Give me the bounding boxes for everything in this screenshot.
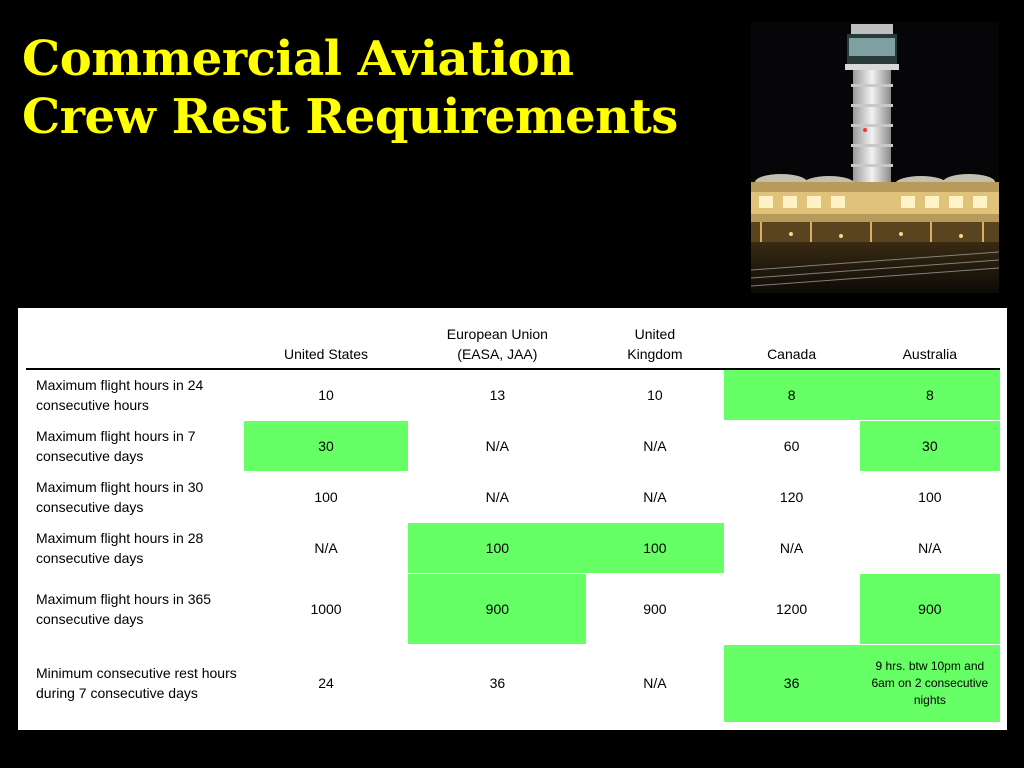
table-row [26,471,1000,522]
crew-rest-table-panel [18,308,1007,730]
slide-title-line-1: Commercial Aviation [22,31,574,87]
cell-australia: 30 [860,420,1000,471]
cell-us: 10 [244,369,409,420]
slide-title-line-2: Crew Rest Requirements [22,89,678,145]
cell-canada: 60 [724,420,860,471]
header-empty [26,318,244,369]
header-uk-line-2: Kingdom [627,346,683,362]
cell-canada: 36 [724,644,860,722]
row-label: Maximum flight hours in 7 consecutive days [26,420,244,471]
cell-uk: N/A [586,471,723,522]
cell-australia: 8 [860,369,1000,420]
cell-australia: 900 [860,573,1000,644]
cell-us: 30 [244,420,409,471]
cell-uk: N/A [586,420,723,471]
table-row [26,522,1000,573]
cell-uk: N/A [586,644,723,722]
row-label: Minimum consecutive rest hours during 7 consecutive days [26,644,244,722]
cell-us: 24 [244,644,409,722]
header-uk-line-1: United [634,326,676,342]
header-australia: Australia [902,346,958,362]
cell-australia: 100 [860,471,1000,522]
header-european-union [408,318,586,369]
cell-australia: 9 hrs. btw 10pm and 6am on 2 consecutive nights [860,644,1000,722]
cell-uk: 900 [586,573,723,644]
cell-eu: 36 [408,644,586,722]
cell-us: 1000 [244,573,409,644]
airport-control-tower-photo [751,22,999,293]
cell-uk: 10 [586,369,723,420]
header-canada: Canada [767,346,817,362]
cell-canada: N/A [724,522,860,573]
cell-eu: 13 [408,369,586,420]
cell-canada: 120 [724,471,860,522]
header-united-kingdom [586,318,723,369]
cell-eu: 100 [408,522,586,573]
header-united-states: United States [284,346,369,362]
cell-us: N/A [244,522,409,573]
row-label: Maximum flight hours in 28 consecutive days [26,522,244,573]
cell-eu: 900 [408,573,586,644]
header-eu-line-1: European Union [446,326,548,342]
table-row [26,644,1000,722]
table-row [26,420,1000,471]
header-eu-line-2: (EASA, JAA) [457,346,538,362]
cell-canada: 8 [724,369,860,420]
cell-eu: N/A [408,471,586,522]
cell-us: 100 [244,471,409,522]
crew-rest-table [26,318,1000,723]
cell-eu: N/A [408,420,586,471]
control-tower-illustration [751,22,999,293]
cell-canada: 1200 [724,573,860,644]
cell-australia: N/A [860,522,1000,573]
table-row [26,573,1000,644]
slide-title [22,30,678,146]
table-header-row [26,318,1000,369]
table-row [26,369,1000,420]
cell-uk: 100 [586,522,723,573]
row-label: Maximum flight hours in 24 consecutive hours [26,369,244,420]
row-label: Maximum flight hours in 365 consecutive days [26,573,244,644]
row-label: Maximum flight hours in 30 consecutive days [26,471,244,522]
